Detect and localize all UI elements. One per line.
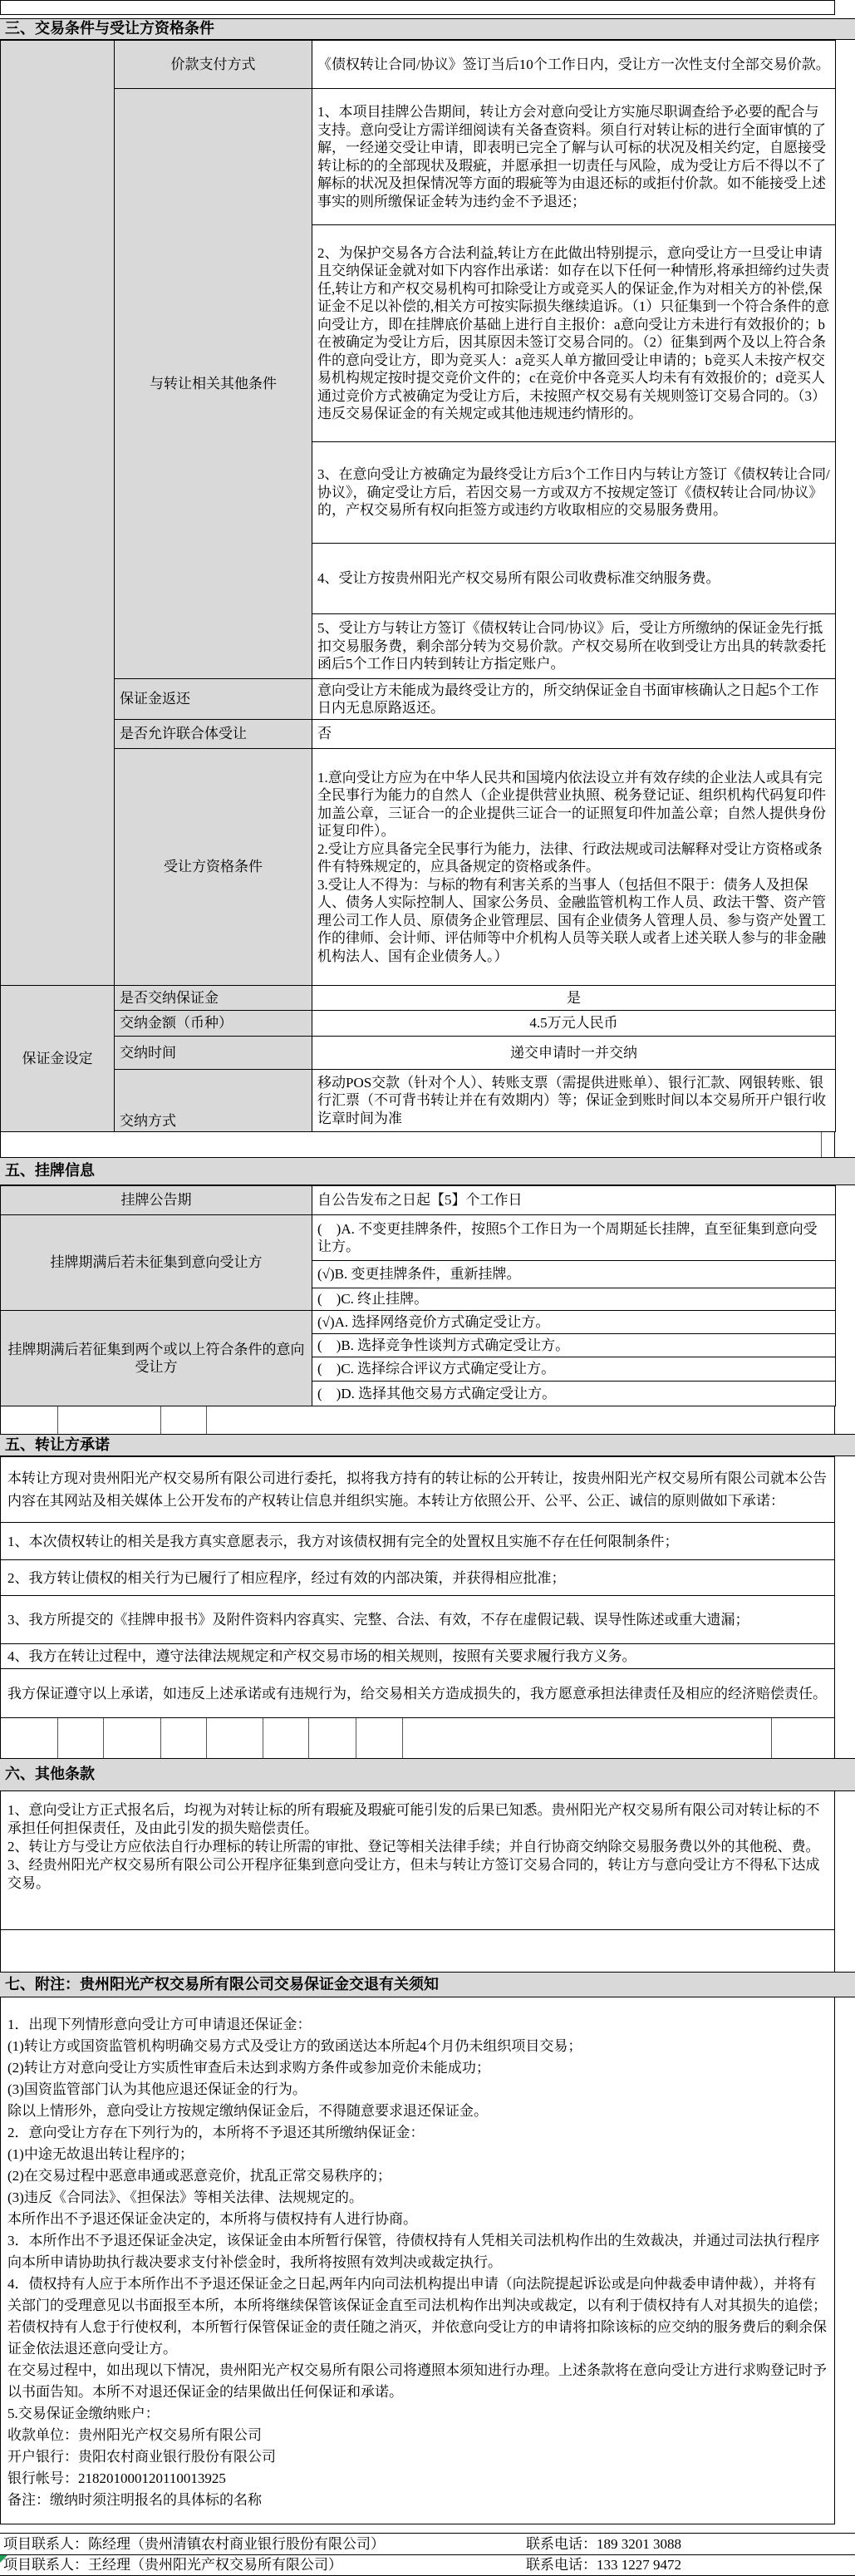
grid-line bbox=[402, 1718, 403, 1758]
table-row bbox=[1, 1011, 836, 1037]
section-title-text: 七、附注：贵州阳光产权交易所有限公司交易保证金交退有关须知 bbox=[5, 1975, 439, 1992]
payment-method-label: 价款支付方式 bbox=[115, 41, 312, 89]
note-line-account: 银行帐号：218201000120110013925 bbox=[7, 2470, 226, 2486]
left-spacer-cell bbox=[1, 41, 115, 986]
note-line: 本所作出不予退还保证金决定的，本所将与债权持有人进行协商。 bbox=[7, 2211, 417, 2227]
note-line: 除以上情形外，意向受让方按规定缴纳保证金后，不得随意要求退还保证金。 bbox=[7, 2103, 488, 2119]
other-conditions-label: 与转让相关其他条件 bbox=[115, 89, 312, 679]
note-line: 2．意向受让方存在下列行为的，本所将不予退还其所缴纳保证金： bbox=[7, 2125, 425, 2140]
empty-grid-row bbox=[0, 1718, 835, 1758]
grid-line bbox=[206, 1406, 207, 1434]
contact-person-2: 项目联系人：王经理（贵州阳光产权交易所有限公司） bbox=[3, 2557, 342, 2574]
table-row bbox=[1, 89, 836, 225]
section-title-notes bbox=[0, 1972, 855, 1997]
multi-transferee-option-d: ( )D. 选择其他交易方式确定受让方。 bbox=[312, 1382, 836, 1406]
note-line-remark: 备注：缴纳时须注明报名的具体标的名称 bbox=[7, 2492, 262, 2508]
section-title-text: 六、其他条款 bbox=[5, 1766, 95, 1783]
section-title-text: 三、交易条件与受让方资格条件 bbox=[5, 20, 214, 37]
no-transferee-option-a: ( )A. 不变更挂牌条件，按照5个工作日为一个周期延长挂牌，直至征集到意向受让方。 bbox=[312, 1215, 836, 1261]
multi-transferee-option-b: ( )B. 选择竞争性谈判方式确定受让方。 bbox=[312, 1334, 836, 1357]
table-row bbox=[1, 1037, 836, 1070]
empty-grid-row bbox=[0, 1930, 835, 1972]
commitment-item-5: 我方保证遵守以上承诺，如违反上述承诺或有违规行为，给交易相关方造成损失的，我方愿意承担法律责任及相应的经济赔偿责任。 bbox=[0, 1669, 835, 1718]
section-title-transaction-conditions bbox=[0, 18, 855, 40]
commitment-block bbox=[0, 1456, 835, 1718]
grid-line bbox=[103, 1718, 104, 1758]
grid-line bbox=[821, 1132, 822, 1157]
note-line: 4．债权持有人应于本所作出不予退还保证金之日起,两年内向司法机构提出申请（向法院提起诉讼或是向仲裁委申请仲裁），并将有关部门的受理意见以书面报至本所，本所将继续保管该保证金直至司法机构作出判决或裁定，以有利于债权持有人对其损失的追偿；若债权持有人怠于行使权利，本所暂行保管保证金的责任随之消灭，并依意向受让方的申请将扣除该标的应交纳的服务费后的剩余保证金依法退还意向受让方。 bbox=[7, 2276, 827, 2357]
listing-info-table bbox=[0, 1185, 836, 1406]
other-condition-4: 4、受让方按贵州阳光产权交易所有限公司收费标准交纳服务费。 bbox=[312, 544, 836, 614]
footer-contact-row bbox=[0, 2533, 855, 2554]
note-line: (3)国资监管部门认为其他应退还保证金的行为。 bbox=[7, 2081, 307, 2097]
deposit-amount-label: 交纳金额（币种） bbox=[115, 1011, 312, 1037]
qualification-value bbox=[312, 749, 836, 986]
note-line-payee: 收款单位：贵州阳光产权交易所有限公司 bbox=[7, 2427, 262, 2443]
note-line-bank: 开户银行：贵阳农村商业银行股份有限公司 bbox=[7, 2449, 276, 2465]
multi-transferee-option-c: ( )C. 选择综合评议方式确定受让方。 bbox=[312, 1357, 836, 1382]
empty-grid-row bbox=[0, 1406, 835, 1434]
no-transferee-option-b-checked: (√)B. 变更挂牌条件，重新挂牌。 bbox=[312, 1261, 836, 1288]
section-title-listing-info bbox=[0, 1157, 855, 1185]
empty-grid-row bbox=[0, 1132, 835, 1157]
table-row bbox=[1, 1186, 836, 1215]
footer-contact-row bbox=[0, 2554, 855, 2576]
commitment-intro: 本转让方现对贵州阳光产权交易所有限公司进行委托，拟将我方持有的转让标的公开转让，按贵州阳光产权交易所有限公司就本公告内容在其网站及相关媒体上公开发布的产权转让信息并组织实施。本转让方依照公开、公平、公正、诚信的原则做如下承诺： bbox=[0, 1456, 835, 1523]
deposit-group-label: 保证金设定 bbox=[1, 986, 115, 1132]
deposit-notes-cell bbox=[0, 1997, 835, 2524]
deposit-return-label: 保证金返还 bbox=[115, 679, 312, 720]
grid-line bbox=[57, 1718, 58, 1758]
section-title-transferor-commitment bbox=[0, 1434, 855, 1456]
deposit-setting-table bbox=[0, 985, 836, 1132]
note-line: 1．出现下列情形意向受让方可申请退还保证金： bbox=[7, 2017, 312, 2032]
other-condition-1: 1、本项目挂牌公告期间，转让方会对意向受让方实施尽职调查给予必要的配合与支持。意向受让方需详细阅读有关备查资料。须自行对转让标的进行全面审慎的了解，一经递交受让申请，即表明已完全了解与认可标的状况及相关约定，自愿接受转让标的的全部现状及瑕疵，并愿承担一切责任与风险，成为受让方后不得以不了解标的状况及担保情况等方面的瑕疵等为由退还标的或拒付价款。如不能接受上述事实的则所缴保证金转为违约金不予退还； bbox=[312, 89, 836, 225]
contact-phone-2: 联系电话：133 1227 9472 bbox=[526, 2557, 681, 2574]
no-transferee-label: 挂牌期满后若未征集到意向受让方 bbox=[1, 1215, 312, 1311]
commitment-item-1: 1、本次债权转让的相关是我方真实意愿表示，我方对该债权拥有完全的处置权且实施不存在任何限制条件； bbox=[0, 1523, 835, 1560]
note-line: (3)违反《合同法》、《担保法》等相关法律、法规规定的。 bbox=[7, 2189, 363, 2205]
deposit-time-value: 递交申请时一并交纳 bbox=[312, 1037, 836, 1070]
qualification-item-1: 1.意向受让方应为在中华人民共和国境内依法设立并有效存续的企业法人或具有完全民事行为能力的自然人（企业提供营业执照、税务登记证、组织机构代码复印件加盖公章，三证合一的企业提供三证合一的证照复印件加盖公章；自然人提供身份证复印件）。 bbox=[317, 769, 826, 840]
section-title-other-clauses bbox=[0, 1758, 855, 1791]
note-line: (2)在交易过程中恶意串通或恶意竞价，扰乱正常交易秩序的； bbox=[7, 2168, 391, 2184]
payment-method-value: 《债权转让合同/协议》签订当后10个工作日内，受让方一次性支付全部交易价款。 bbox=[312, 41, 836, 89]
transaction-conditions-table bbox=[0, 40, 836, 986]
deposit-required-label: 是否交纳保证金 bbox=[115, 986, 312, 1011]
note-line: (1)中途无故退出转让程序的； bbox=[7, 2146, 194, 2162]
deposit-time-label: 交纳时间 bbox=[115, 1037, 312, 1070]
note-line: 在交易过程中，如出现以下情况，贵州阳光产权交易所有限公司将遵照本须知进行办理。上述条款将在意向受让方进行求购登记时予以书面告知。本所不对退还保证金的结果做出任何保证和承诺。 bbox=[7, 2362, 827, 2400]
grid-line bbox=[57, 1406, 58, 1434]
grid-line bbox=[771, 1718, 772, 1758]
table-row bbox=[1, 1070, 836, 1132]
clause-item-2: 2、转让方与受让方应依法自行办理标的转让所需的审批、登记等相关法律手续；并自行协商交纳除交易服务费以外的其他税、费。 bbox=[7, 1839, 820, 1854]
multi-transferee-label: 挂牌期满后若征集到两个或以上符合条件的意向受让方 bbox=[1, 1311, 312, 1406]
consortium-label: 是否允许联合体受让 bbox=[115, 720, 312, 749]
other-condition-2: 2、为保护交易各方合法利益,转让方在此做出特别提示，意向受让方一旦受让申请且交纳保证金就对如下内容作出承诺：如存在以下任何一种情形,将承担缔约过失责任,转让方和产权交易机构可扣除受让方或竞买人的保证金,作为对相关方的补偿,保证金不足以补偿的,相关方可按实际损失继续追诉。（1）只征集到一个符合条件的意向受让方，即在挂牌底价基础上进行自主报价：a意向受让方未进行有效报价的；b在被确定为受让方后，因其原因未签订交易合同的。（2）征集到两个及以上符合条件的意向受让方，即为竞买人：a竞买人单方撤回受让申请的；b竞买人未按产权交易机构规定按时提交竞价文件的；c在竞价中各竞买人均未有有效报价的；d竞买人通过竞价方式被确定为受让方后，未按照产权交易有关规则签订交易合同的。（3）违反交易保证金的有关规定或其他违规违约情形的。 bbox=[312, 225, 836, 442]
spacer bbox=[0, 2524, 855, 2533]
clause-item-1: 1、意向受让方正式报名后，均视为对转让标的所有瑕疵及瑕疵可能引发的后果已知悉。贵州阳光产权交易所有限公司对转让标的不承担任何担保责任，及由此引发的损失赔偿责任。 bbox=[7, 1802, 820, 1836]
contact-person-1: 项目联系人：陈经理（贵州清镇农村商业银行股份有限公司） bbox=[3, 2535, 385, 2552]
listing-period-label: 挂牌公告期 bbox=[1, 1186, 312, 1215]
section-title-text: 五、转让方承诺 bbox=[5, 1436, 110, 1453]
qualification-item-2: 2.受让方应具备完全民事行为能力，法律、行政法规或司法解释对受让方资格或条件有特殊规定的，应具备规定的资格或条件。 bbox=[317, 840, 823, 875]
note-line: 3．本所作出不予退还保证金决定，该保证金由本所暂行保管，待债权持有人凭相关司法机构作出的生效裁决，并通过司法执行程序向本所申请协助执行裁决要求支付补偿金时，我所将按照有效判决或裁定执行。 bbox=[7, 2233, 820, 2270]
qualification-label: 受让方资格条件 bbox=[115, 749, 312, 986]
grid-line bbox=[160, 1406, 161, 1434]
deposit-method-label: 交纳方式 bbox=[115, 1070, 312, 1132]
table-row bbox=[1, 1215, 836, 1261]
qualification-item-3: 3.受让人不得为：与标的物有利害关系的当事人（包括但不限于：债务人及担保人、债务人实际控制人、国家公务员、金融监管机构工作人员、政法干警、资产管理公司工作人员、原债务企业管理层、国有企业债务人管理人员、参与资产处置工作的律师、会计师、评估师等中介机构人员等关联人或者上述关联人参与的非金融机构法人、国有企业债务人。） bbox=[317, 876, 826, 964]
consortium-value: 否 bbox=[312, 720, 836, 749]
multi-transferee-option-a-checked: (√)A. 选择网络竞价方式确定受让方。 bbox=[312, 1311, 836, 1334]
table-row bbox=[1, 41, 836, 89]
commitment-item-3: 3、我方所提交的《挂牌申报书》及附件资料内容真实、完整、合法、有效，不存在虚假记载、误导性陈述或重大遗漏； bbox=[0, 1596, 835, 1644]
deposit-method-value: 移动POS交款（针对个人）、转账支票（需提供进账单）、银行汇款、网银转账、银行汇票（不可背书转让并在有效期内）等；保证金到账时间以本交易所开户银行收讫章时间为准 bbox=[312, 1070, 836, 1132]
no-transferee-option-c: ( )C. 终止挂牌。 bbox=[312, 1288, 836, 1311]
clause-item-3: 3、经贵州阳光产权交易所有限公司公开程序征集到意向受让方，但未与转让方签订交易合同的，转让方与意向受让方不得私下达成交易。 bbox=[7, 1857, 820, 1891]
grid-line bbox=[160, 1718, 161, 1758]
grid-line bbox=[308, 1718, 309, 1758]
excel-flag-marker bbox=[0, 2555, 7, 2563]
commitment-item-2: 2、我方转让债权的相关行为已履行了相应程序，经过有效的内部决策，并获得相应批准； bbox=[0, 1560, 835, 1596]
note-line: 5.交易保证金缴纳账户： bbox=[7, 2406, 160, 2421]
table-row bbox=[1, 749, 836, 986]
other-condition-5: 5、受让方与转让方签订《债权转让合同/协议》后，受让方所缴纳的保证金先行抵扣交易服务费，剩余部分转为交易价款。产权交易所在收到受让方出具的转款委托函后5个工作日内转到转让方指定账户。 bbox=[312, 614, 836, 679]
table-row bbox=[1, 679, 836, 720]
empty-cell-row bbox=[0, 0, 835, 15]
other-clauses-cell bbox=[0, 1791, 835, 1930]
commitment-item-4: 4、我方在转让过程中，遵守法律法规规定和产权交易市场的相关规则，按照有关要求履行我方义务。 bbox=[0, 1644, 835, 1669]
other-condition-3: 3、在意向受让方被确定为最终受让方后3个工作日内与转让方签订《债权转让合同/协议》，确定受让方后，若因交易一方或双方不按规定签订《债权转让合同/协议》的，产权交易所有权向拒签方或违约方收取相应的交易服务费用。 bbox=[312, 442, 836, 544]
deposit-amount-value: 4.5万元人民币 bbox=[312, 1011, 836, 1037]
deposit-required-value: 是 bbox=[312, 986, 836, 1011]
table-row bbox=[1, 1311, 836, 1334]
note-line: (1)转让方或国资监管机构明确交易方式及受让方的致函送达本所起4个月仍未组织项目交易； bbox=[7, 2038, 582, 2054]
contact-phone-1: 联系电话：189 3201 3088 bbox=[526, 2535, 681, 2552]
note-line: (2)转让方对意向受让方实质性审查后未达到求购方条件或参加竞价未能成功； bbox=[7, 2060, 490, 2076]
deposit-return-value: 意向受让方未能成为最终受让方的，所交纳保证金自书面审核确认之日起5个工作日内无息原路返还。 bbox=[312, 679, 836, 720]
listing-period-value: 自公告发布之日起【5】个工作日 bbox=[312, 1186, 836, 1215]
grid-line bbox=[206, 1718, 207, 1758]
section-title-text: 五、挂牌信息 bbox=[5, 1162, 95, 1180]
table-row bbox=[1, 986, 836, 1011]
table-row bbox=[1, 720, 836, 749]
